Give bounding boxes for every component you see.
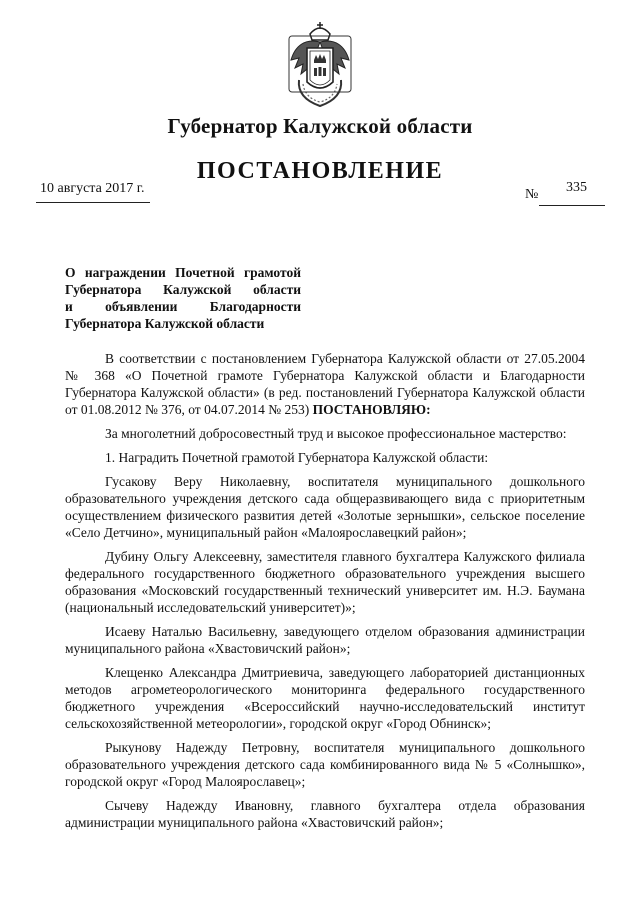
subject-line: О награждении Почетной грамотой [65,265,301,280]
document-body [65,350,585,838]
awardee-paragraph: Рыкунову Надежду Петровну, воспитателя муниципального дошкольного образовательного учреждения детского сада комбинированного вида № 5 «Солнышко», городской округ «Город Малоярославец»; [65,740,585,789]
document-date: 10 августа 2017 г. [40,181,145,196]
awardee-paragraph: Сычеву Надежду Ивановну, главного бухгалтера отдела образования администрации муниципального района «Хвастовичский район»; [65,798,585,830]
date-underline [36,202,150,203]
issuing-authority-title: Губернатор Калужской области [167,114,473,138]
awardee-paragraph: Исаеву Наталью Васильевну, заведующего отделом образования администрации муниципального района «Хвастовичский район»; [65,624,585,656]
subject-line: Губернатора Калужской области [65,282,301,297]
number-underline [539,205,605,206]
awardee-paragraph: Гусакову Веру Николаевну, воспитателя муниципального дошкольного образовательного учреждения детского сада общеразвивающего вида с приоритетным осуществлением физического развития детей «Золотые зернышки», сельское поселение «Село Детчино», муниципальный район «Малоярославецкий район»; [65,474,585,540]
subject-line: Губернатора Калужской области [65,316,265,331]
document-number: 335 [566,180,587,195]
preamble-text: В соответствии с постановлением Губернатора Калужской области от 27.05.2004 № 368 «О Почетной грамоте Губернатора Калужской области и Благодарности Губернатора Калужской области» (в ред. постановлений Губернатора Калужской области от 01.08.2012 № 376, от 04.07.2014 № 253) [65,351,585,417]
reason-paragraph: За многолетний добросовестный труд и высокое профессиональное мастерство: [105,426,567,441]
number-sign: № [525,187,539,202]
coat-of-arms-emblem [285,20,355,112]
subject-line: и объявлении Благодарности [65,299,301,314]
document-subject [65,264,301,332]
awardee-paragraph: Дубину Ольгу Алексеевну, заместителя главного бухгалтера Калужского филиала федерального государственного бюджетного образовательного учреждения высшего образования «Московский государственный технический университет им. Н.Э. Баумана (национальный исследовательский университет)»; [65,549,585,615]
decree-word: ПОСТАНОВЛЯЮ: [312,402,431,417]
awardee-paragraph: Клещенко Александра Дмитриевича, заведующего лабораторией дистанционных методов агрометеорологического мониторинга федерального государственного бюджетного учреждения «Всероссийский научно-исследовательский институт сельскохозяйственной метеорологии», городской округ «Город Обнинск»; [65,665,585,731]
preamble-paragraph [65,350,585,418]
item-1-paragraph: 1. Наградить Почетной грамотой Губернатора Калужской области: [105,450,489,465]
document-type-title: ПОСТАНОВЛЕНИЕ [196,158,444,184]
